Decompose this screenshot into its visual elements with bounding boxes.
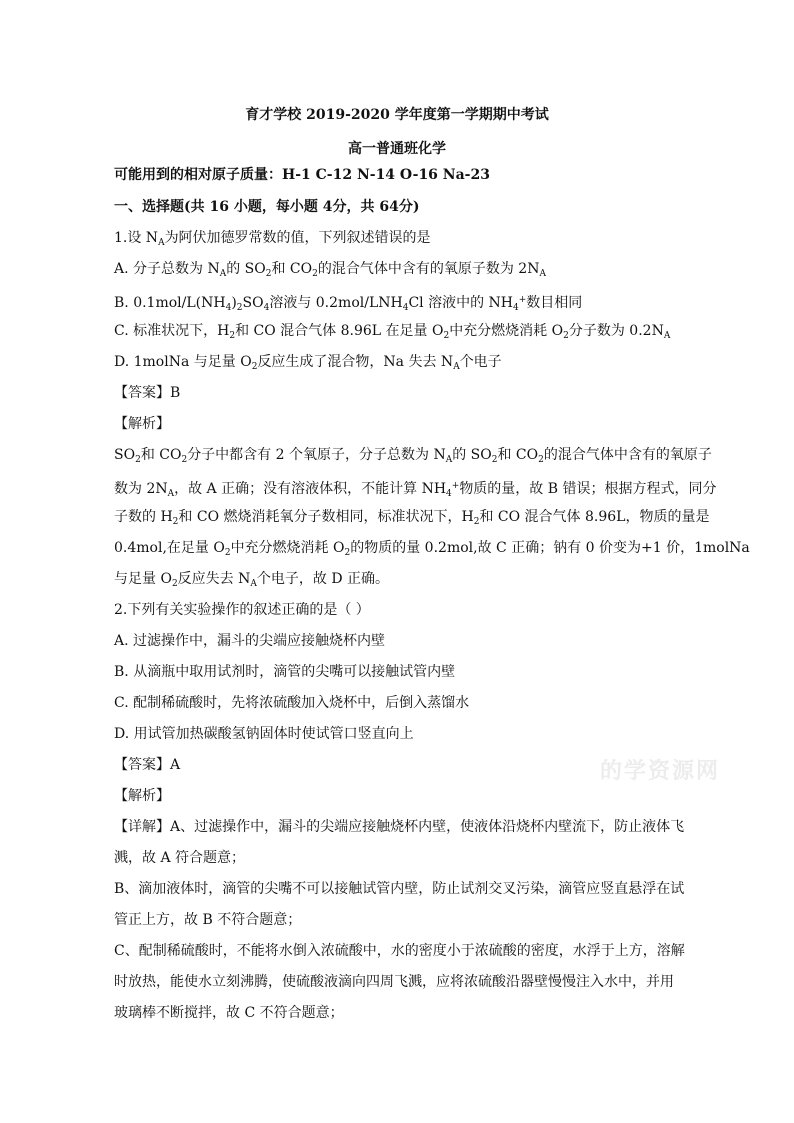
- question-2-detail-line: B、滴加液体时，滴管的尖嘴不可以接触试管内壁，防止试剂交叉污染，滴管应竖直悬浮在试: [114, 881, 685, 897]
- question-2-detail-line: 溅，故 A 符合题意；: [114, 850, 246, 866]
- question-1-option-a: A. 分子总数为 $N_A$的 $SO_2$和 $CO_2$的混合气体中含有的氧原子数为 $2N_A$: [114, 261, 546, 279]
- question-1-answer: 【答案】B: [114, 385, 181, 401]
- question-1-explanation-line: $SO_2$和 $CO_2$分子中都含有 2 个氧原子，分子总数为 $N_A$的 $SO_2$和 $CO_2$的混合气体中含有的氧原子: [114, 447, 712, 465]
- question-1-analysis-label: 【解析】: [114, 416, 170, 432]
- question-1-explanation-line: 与足量 $O_2$反应失去 $N_A$个电子，故 D 正确。: [114, 571, 389, 589]
- question-2-answer: 【答案】A: [114, 757, 181, 773]
- question-2-option-a: A. 过滤操作中，漏斗的尖端应接触烧杯内壁: [114, 633, 386, 649]
- question-1-option-c: C. 标准状况下，$H_2$和 CO 混合气体 8.96L 在足量 $O_2$中充分燃烧消耗 $O_2$分子数为 $0.2N_A$: [114, 323, 671, 341]
- question-2-detail-line: 时放热，能使水立刻沸腾，使硫酸液滴向四周飞溅，应将浓硫酸沿器壁慢慢注入水中，并用: [114, 974, 674, 990]
- question-2-analysis-label: 【解析】: [114, 788, 170, 804]
- atomic-mass-line: 可能用到的相对原子质量：H-1 C-12 N-14 O-16 Na-23: [114, 167, 490, 183]
- watermark: 的学资源网: [600, 758, 721, 784]
- question-1-option-b: B. $0.1mol/L(NH_4)_2SO_4$溶液与 $0.2mol/LNH_4Cl$ 溶液中的 $NH_4^+$数目相同: [114, 295, 583, 313]
- question-1-explanation-line: 数为 $2N_A$，故 A 正确；没有溶液体积，不能计算 $NH_4^+$物质的量，故 B 错误；根据方程式，同分: [114, 481, 717, 499]
- exam-subtitle: 高一普通班化学: [348, 141, 446, 157]
- question-1-option-d: D. 1molNa 与足量 $O_2$反应生成了混合物，Na 失去 $N_A$个电子: [114, 354, 502, 372]
- question-2-detail-line: C、配制稀硫酸时，不能将水倒入浓硫酸中，水的密度小于浓硫酸的密度，水浮于上方，溶解: [114, 943, 685, 959]
- question-1-explanation-line: 0.4mol,在足量 $O_2$中充分燃烧消耗 $O_2$的物质的量 0.2mol,故 C 正确；钠有 0 价变为+1 价，1molNa: [114, 540, 750, 558]
- question-2-detail-line: 玻璃棒不断搅拌，故 C 不符合题意；: [114, 1005, 344, 1021]
- question-2-option-b: B. 从滴瓶中取用试剂时，滴管的尖嘴可以接触试管内壁: [114, 664, 456, 680]
- question-2-detail-line: 【详解】A、过滤操作中，漏斗的尖端应接触烧杯内壁，使液体沿烧杯内壁流下，防止液体飞: [114, 819, 685, 835]
- question-1-explanation-line: 子数的 $H_2$和 CO 燃烧消耗氧分子数相同，标准状况下，$H_2$和 CO 混合气体 8.96L，物质的量是: [114, 509, 710, 527]
- question-2-stem: 2.下列有关实验操作的叙述正确的是（ ）: [114, 602, 370, 618]
- question-1-stem: 1.设 $N_A$为阿伏加德罗常数的值，下列叙述错误的是: [114, 230, 431, 248]
- question-2-option-c: C. 配制稀硫酸时，先将浓硫酸加入烧杯中，后倒入蒸馏水: [114, 695, 470, 711]
- section-heading: 一、选择题(共 16 小题，每小题 4分，共 64分): [114, 199, 420, 215]
- exam-title: 育才学校 2019-2020 学年度第一学期期中考试: [245, 107, 549, 123]
- question-2-option-d: D. 用试管加热碳酸氢钠固体时使试管口竖直向上: [114, 726, 414, 742]
- question-2-detail-line: 管正上方，故 B 不符合题意；: [114, 912, 302, 928]
